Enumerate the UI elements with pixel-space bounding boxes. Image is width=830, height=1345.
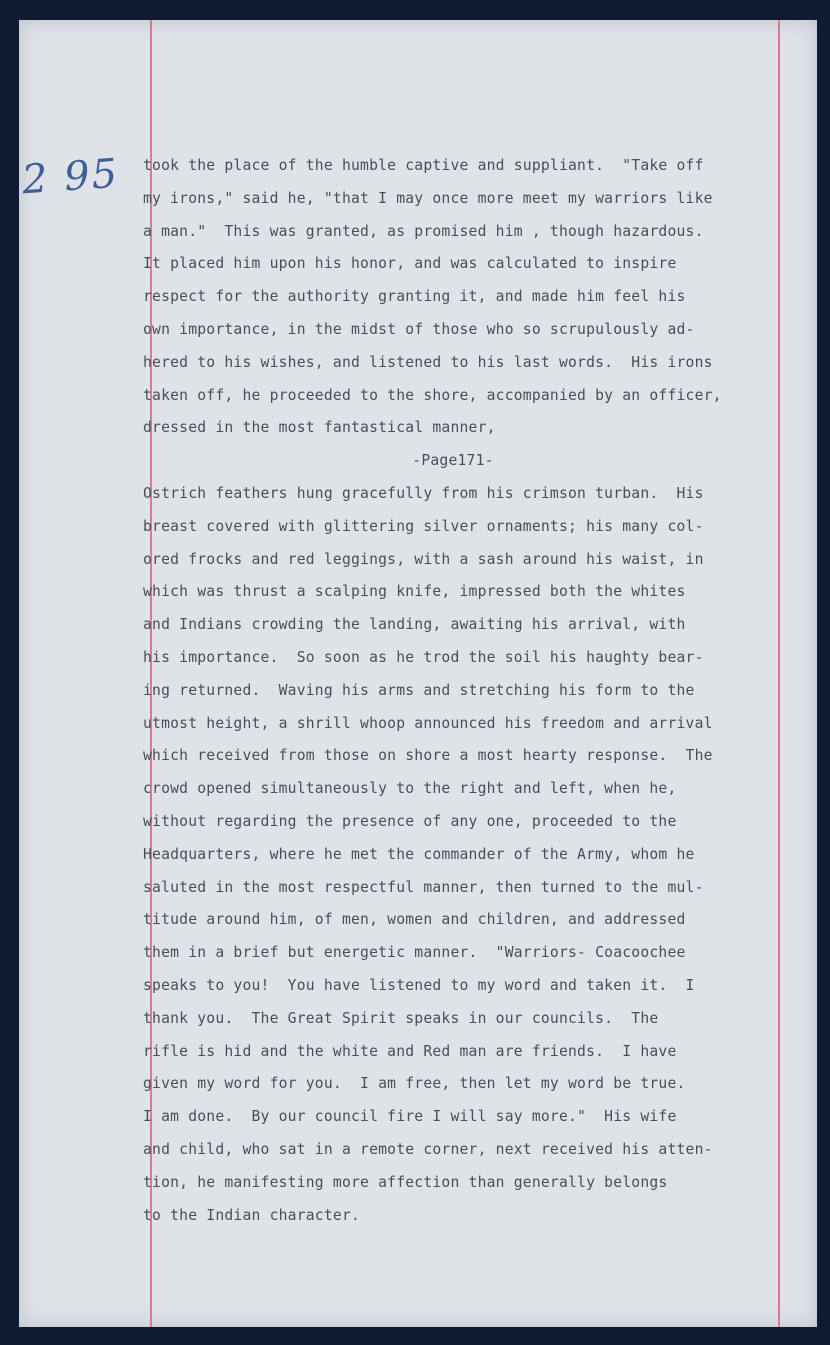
text-line: saluted in the most respectful manner, then turned to the mul- [143, 878, 704, 896]
text-line: ing returned. Waving his arms and stretching his form to the [143, 681, 695, 699]
page-marker: -Page171- [412, 452, 494, 470]
text-line: hered to his wishes, and listened to his last words. His irons [143, 353, 713, 371]
text-line: thank you. The Great Spirit speaks in our councils. The [143, 1009, 659, 1027]
text-line: a man." This was granted, as promised him , though hazardous. [143, 222, 704, 240]
text-line: to the Indian character. [143, 1206, 361, 1224]
text-line: utmost height, a shrill whoop announced his freedom and arrival [143, 714, 713, 732]
text-line: titude around him, of men, women and children, and addressed [143, 911, 686, 929]
text-line: them in a brief but energetic manner. "Warriors- Coacoochee [143, 944, 686, 962]
text-line: my irons," said he, "that I may once more meet my warriors like [143, 189, 713, 207]
text-line: dressed in the most fantastical manner, [143, 419, 496, 437]
text-line: crowd opened simultaneously to the right and left, when he, [143, 780, 677, 798]
text-line: ored frocks and red leggings, with a sash around his waist, in [143, 550, 704, 568]
text-line: It placed him upon his honor, and was calculated to inspire [143, 255, 677, 273]
text-line: rifle is hid and the white and Red man are friends. I have [143, 1042, 677, 1060]
paragraph-before-marker [143, 150, 803, 445]
paragraph-after-marker [143, 478, 803, 1232]
text-line: which was thrust a scalping knife, impressed both the whites [143, 583, 686, 601]
text-line: own importance, in the midst of those who so scrupulously ad- [143, 320, 695, 338]
text-line: respect for the authority granting it, and made him feel his [143, 288, 686, 306]
text-line: taken off, he proceeded to the shore, accompanied by an officer, [143, 386, 722, 404]
text-line: speaks to you! You have listened to my word and taken it. I [143, 976, 695, 994]
text-line: tion, he manifesting more affection than generally belongs [143, 1173, 668, 1191]
text-line: Ostrich feathers hung gracefully from his crimson turban. His [143, 484, 704, 502]
text-line: breast covered with glittering silver ornaments; his many col- [143, 517, 704, 535]
handwritten-page-number: 2 95 [20, 150, 121, 204]
text-line: and child, who sat in a remote corner, next received his atten- [143, 1140, 713, 1158]
typed-text-body [143, 150, 803, 1232]
text-line: without regarding the presence of any one, proceeded to the [143, 812, 677, 830]
text-line: his importance. So soon as he trod the soil his haughty bear- [143, 648, 704, 666]
text-line: and Indians crowding the landing, awaiting his arrival, with [143, 616, 686, 634]
text-line: given my word for you. I am free, then let my word be true. [143, 1075, 686, 1093]
text-line: which received from those on shore a most hearty response. The [143, 747, 713, 765]
text-line: took the place of the humble captive and suppliant. "Take off [143, 157, 704, 174]
text-line: I am done. By our council fire I will say more." His wife [143, 1108, 677, 1126]
text-line: Headquarters, where he met the commander of the Army, whom he [143, 845, 695, 863]
